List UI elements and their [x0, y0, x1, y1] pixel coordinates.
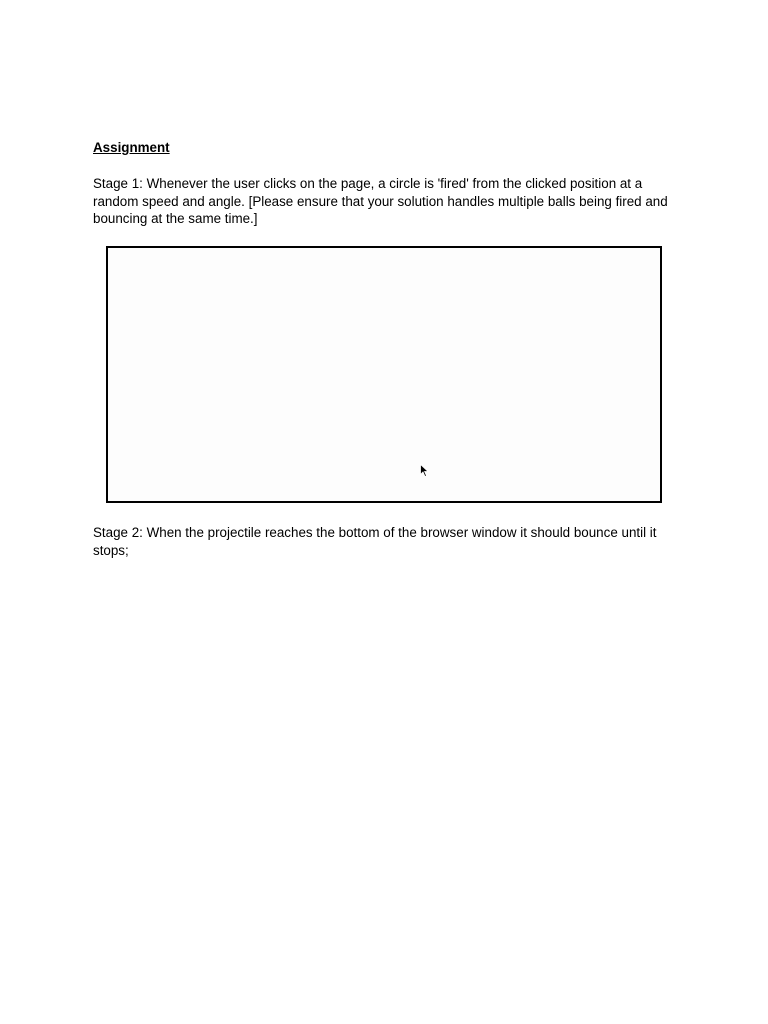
mouse-pointer-icon	[420, 464, 429, 477]
assignment-heading: Assignment	[93, 140, 170, 155]
stage2-paragraph: Stage 2: When the projectile reaches the bottom of the browser window it should bounce until it stops;	[93, 525, 657, 558]
stage1-paragraph: Stage 1: Whenever the user clicks on the page, a circle is 'fired' from the clicked position at a random speed and angle. [Please ensure that your solution handles multiple balls being fired and bouncing at the same time.]	[93, 176, 668, 226]
ball-canvas-area[interactable]	[106, 246, 662, 503]
